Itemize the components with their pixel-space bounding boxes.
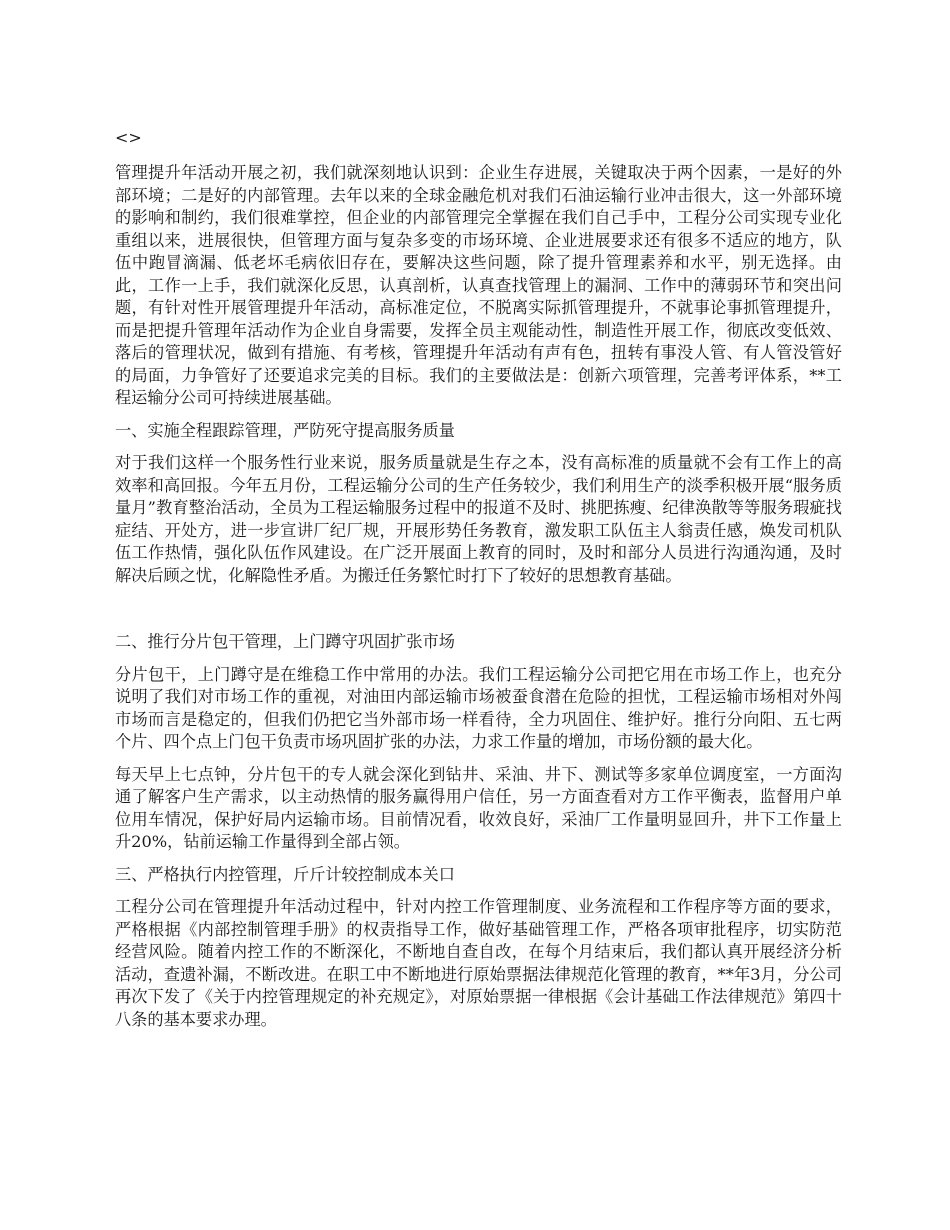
section-3-heading: 三、严格执行内控管理，斤斤计较控制成本关口 — [115, 864, 455, 884]
section-spacer — [115, 597, 842, 631]
section-1-paragraph-1: 对于我们这样一个服务性行业来说，服务质量就是生存之本，没有高标准的质量就不会有工作上的高效率和高回报。今年五月份，工程运输分公司的生产任务较少，我们利用生产的淡季积极开展“服务质量月”教育整治活动，全员为工程运输服务过程中的报道不及时、挑肥拣瘦、纪律涣散等等服务瑕疵找症结、开处方，进一步宣讲厂纪厂规，开展形势任务教育，激发职工队伍主人翁责任感，焕发司机队伍工作热情，强化队伍作风建设。在广泛开展面上教育的同时，及时和部分人员进行沟通沟通，及时解决后顾之忧，化解隐性矛盾。为搬迁任务繁忙时打下了较好的思想教育基础。 — [115, 453, 842, 585]
document-page — [115, 128, 842, 1041]
document-title: <> — [115, 128, 142, 147]
section-2-paragraph-1: 分片包干，上门蹲守是在维稳工作中常用的办法。我们工程运输分公司把它用在市场工作上，也充分说明了我们对市场工作的重视，对油田内部运输市场被蚕食潜在危险的担忧，工程运输市场相对外闯市场而言是稳定的，但我们仍把它当外部市场一样看待，全力巩固住、维护好。推行分向阳、五七两个片、四个点上门包干负责市场巩固扩张的办法，力求工作量的增加，市场份额的最大化。 — [115, 664, 842, 751]
intro-paragraph: 管理提升年活动开展之初，我们就深刻地认识到：企业生存进展，关键取决于两个因素，一是好的外部环境；二是好的内部管理。去年以来的全球金融危机对我们石油运输行业冲击很大，这一外部环境的影响和制约，我们很难掌控，但企业的内部管理完全掌握在我们自己手中，工程分公司实现专业化重组以来，进展很快，但管理方面与复杂多变的市场环境、企业进展要求还有很多不适应的地方，队伍中跑冒滴漏、低老坏毛病依旧存在，要解决这些问题，除了提升管理素养和水平，别无选择。由此，工作一上手，我们就深化反思，认真剖析，认真查找管理上的漏洞、工作中的薄弱环节和突出问题，有针对性开展管理提升年活动，高标准定位，不脱离实际抓管理提升，不就事论事抓管理提升，而是把提升管理年活动作为企业自身需要，发挥全员主观能动性，制造性开展工作，彻底改变低效、落后的管理状况，做到有措施、有考核，管理提升年活动有声有色，扭转有事没人管、有人管没管好的局面，力争管好了还要追求完美的目标。我们的主要做法是：创新六项管理，完善考评体系，**工程运输分公司可持续进展基础。 — [115, 163, 842, 407]
section-2-paragraph-2: 每天早上七点钟，分片包干的专人就会深化到钻井、采油、井下、测试等多家单位调度室，一方面沟通了解客户生产需求，以主动热情的服务赢得用户信任，另一方面查看对方工作平衡表，监督用户单位用车情况，保护好局内运输市场。目前情况看，收效良好，采油厂工作量明显回升，井下工作量上升20%，钻前运输工作量得到全部占领。 — [115, 764, 842, 851]
section-2-heading: 二、推行分片包干管理，上门蹲守巩固扩张市场 — [115, 632, 455, 651]
section-1-heading: 一、实施全程跟踪管理，严防死守提高服务质量 — [115, 420, 455, 440]
section-3-paragraph-1: 工程分公司在管理提升年活动过程中，针对内控工作管理制度、业务流程和工作程序等方面的要求，严格根据《内部控制管理手册》的权责指导工作，做好基础管理工作，严格各项审批程序，切实防范经营风险。随着内控工作的不断深化，不断地自查自改，在每个月结束后，我们都认真开展经济分析活动，查遗补漏，不断改进。在职工中不断地进行原始票据法律规范化管理的教育，**年3月，分公司再次下发了《关于内控管理规定的补充规定》，对原始票据一律根据《会计基础工作法律规范》第四十八条的基本要求办理。 — [115, 897, 842, 1029]
